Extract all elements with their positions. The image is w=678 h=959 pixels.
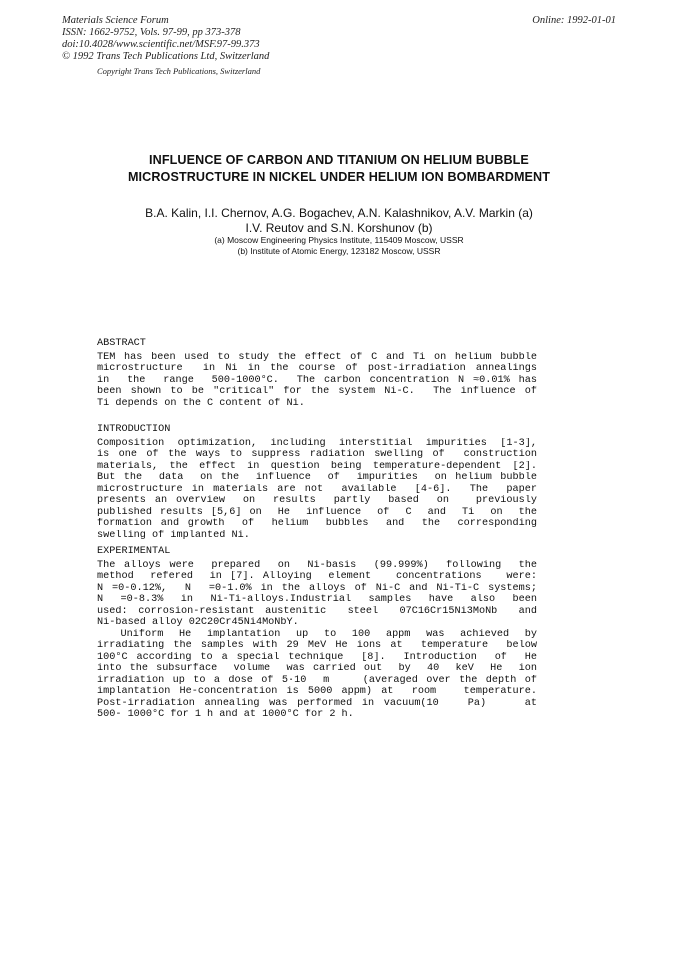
experimental-line: irradiation up to a dose of 5·10 m (averaged over the depth of xyxy=(97,674,537,686)
journal-issn: ISSN: 1662-9752, Vols. 97-99, pp 373-378 xyxy=(62,27,241,38)
experimental-line: 500- 1000°C for 1 h and at 1000°C for 2 h. xyxy=(97,709,354,720)
affiliation-a: (a) Moscow Engineering Physics Institute, 115409 Moscow, USSR xyxy=(214,235,464,245)
abstract-line: been shown to be "critical" for the system Ni-C. The influence of xyxy=(97,386,537,397)
experimental-line: 100°C according to a special technique [8]. Introduction of He xyxy=(97,651,537,663)
experimental-section xyxy=(97,546,537,721)
introduction-line: Composition optimization, including interstitial impurities [1-3], xyxy=(97,437,537,449)
title-line: INFLUENCE OF CARBON AND TITANIUM ON HELIUM BUBBLE xyxy=(149,153,529,167)
abstract-line: microstructure in Ni in the course of post-irradiation annealings xyxy=(97,363,537,374)
introduction-section xyxy=(97,424,537,541)
abstract-line: TEM has been used to study the effect of C and Ti on helium bubble xyxy=(97,351,537,363)
authors-line: B.A. Kalin, I.I. Chernov, A.G. Bogachev, A.N. Kalashnikov, A.V. Markin (a) xyxy=(145,206,533,220)
paper-title xyxy=(80,152,598,185)
experimental-heading: EXPERIMENTAL xyxy=(97,546,171,557)
experimental-line: Ni-based alloy 02C20Cr45Ni4MoNbY. xyxy=(97,617,299,628)
experimental-line: used: corrosion-resistant austenitic steel 07C16Cr15Ni3MoNb and xyxy=(97,605,537,617)
journal-doi[interactable]: doi:10.4028/www.scientific.net/MSF.97-99.373 xyxy=(62,39,260,50)
experimental-line: N =0-8.3% in Ni-Ti-alloys.Industrial samples have also been xyxy=(97,594,537,605)
introduction-line: is one of the ways to suppress radiation swelling of construction xyxy=(97,449,537,460)
affiliations xyxy=(80,235,598,256)
journal-header xyxy=(62,15,269,63)
introduction-line: materials, the effect in question being temperature-dependent [2]. xyxy=(97,460,537,472)
abstract-section xyxy=(97,338,537,409)
introduction-line: published results [5,6] on He influence of C and Ti on the xyxy=(97,506,537,518)
experimental-line: irradiating the samples with 29 MeV He ions at temperature below xyxy=(97,640,537,651)
introduction-line: microstructure in materials are not available [4-6]. The paper xyxy=(97,483,537,495)
author-list xyxy=(80,206,598,235)
publisher-copyright: Copyright Trans Tech Publications, Switzerland xyxy=(97,66,261,76)
experimental-line: method refered in [7]. Alloying element concentrations were: xyxy=(97,571,537,582)
journal-copyright: © 1992 Trans Tech Publications Ltd, Switzerland xyxy=(62,51,270,62)
experimental-line: into the subsurface volume was carried out by 40 keV He ion xyxy=(97,663,537,674)
experimental-line: N =0-0.12%, N =0-1.0% in the alloys of Ni-C and Ni-Ti-C systems; xyxy=(97,582,537,594)
introduction-line: presents an overview on results partly based on previously xyxy=(97,495,537,506)
introduction-heading: INTRODUCTION xyxy=(97,424,171,435)
experimental-line: The alloys were prepared on Ni-basis (99.999%) following the xyxy=(97,559,537,571)
introduction-line: formation and growth of helium bubbles and the corresponding xyxy=(97,518,537,529)
experimental-line: Post-irradiation annealing was performed in vacuum(10 Pa) at xyxy=(97,697,537,709)
experimental-line: implantation He-concentration is 5000 appm) at room temperature. xyxy=(97,686,537,697)
experimental-line: Uniform He implantation up to 100 appm was achieved by xyxy=(97,628,537,640)
abstract-line: in the range 500-1000°C. The carbon concentration N ≈0.01% has xyxy=(97,374,537,386)
authors-line: I.V. Reutov and S.N. Korshunov (b) xyxy=(245,220,433,235)
journal-name: Materials Science Forum xyxy=(62,15,169,26)
online-date: Online: 1992-01-01 xyxy=(532,15,616,26)
title-line: MICROSTRUCTURE IN NICKEL UNDER HELIUM ION BOMBARDMENT xyxy=(127,169,551,184)
introduction-line: But the data on the influence of impurities on helium bubble xyxy=(97,472,537,483)
affiliation-b: (b) Institute of Atomic Energy, 123182 Moscow, USSR xyxy=(237,245,441,256)
abstract-line: Ti depends on the C content of Ni. xyxy=(97,397,305,409)
introduction-line: swelling of implanted Ni. xyxy=(97,529,250,541)
abstract-heading: ABSTRACT xyxy=(97,338,146,349)
